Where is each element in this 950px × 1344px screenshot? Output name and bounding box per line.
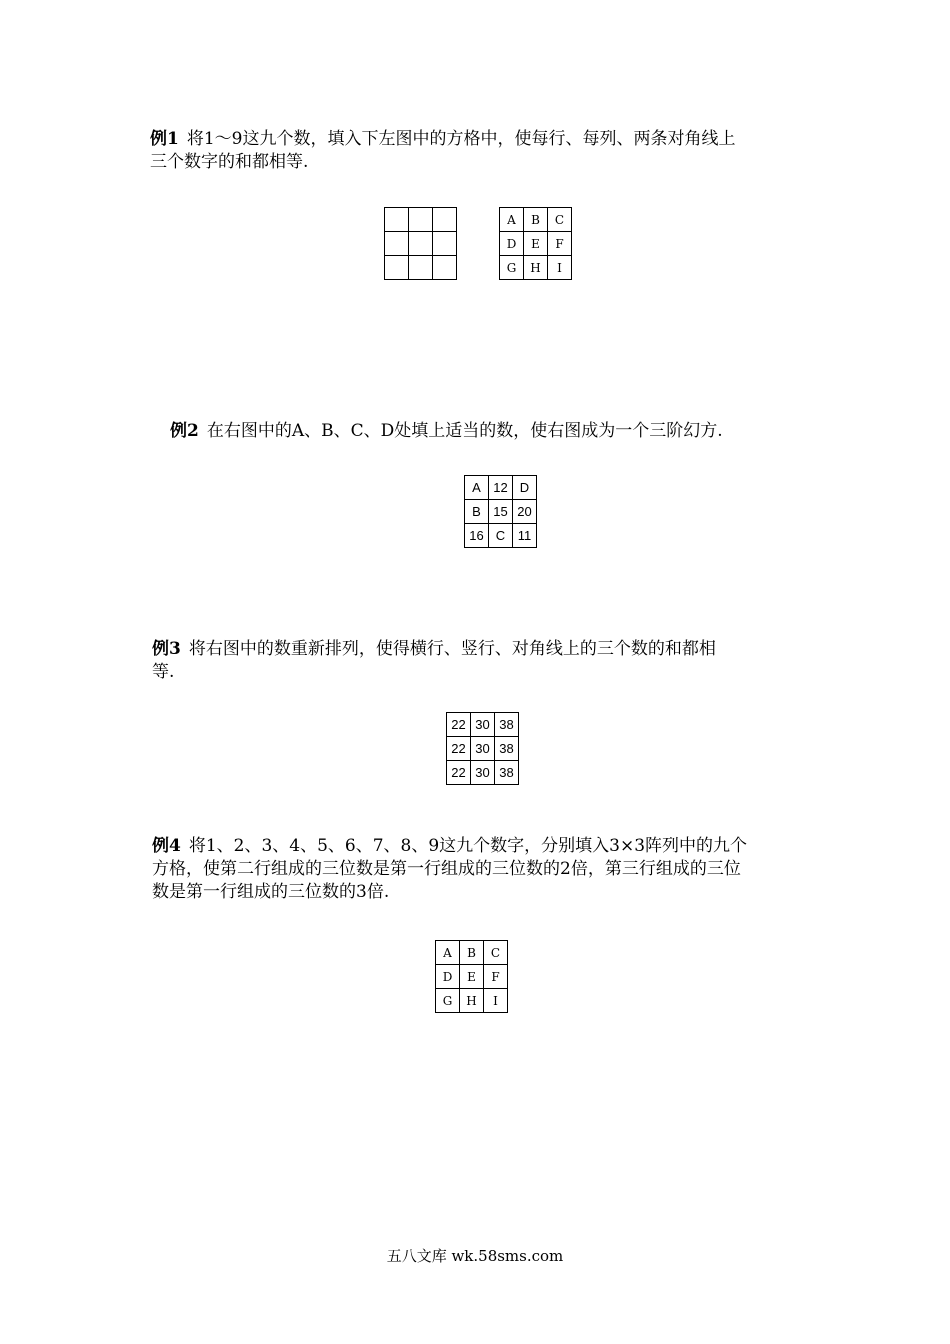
grid-cell: E bbox=[460, 965, 484, 989]
problem-4-text-1: 将1、2、3、4、5、6、7、8、9这九个数字，分别填入3×3阵列中的九个 bbox=[188, 836, 748, 856]
grid-cell: 30 bbox=[471, 761, 495, 785]
grid-cell: I bbox=[484, 989, 508, 1013]
problem-3-text-2: 等. bbox=[152, 662, 175, 682]
grid-cell: D bbox=[500, 232, 524, 256]
problem-2-text-1: 在右图中的A、B、C、D处填上适当的数，使右图成为一个三阶幻方. bbox=[206, 421, 723, 441]
grid-cell: F bbox=[548, 232, 572, 256]
grid-cell: C bbox=[484, 941, 508, 965]
problem-2 bbox=[170, 420, 723, 443]
grid-cell: 38 bbox=[495, 761, 519, 785]
problem-3-number-grid bbox=[446, 712, 519, 785]
grid-cell: B bbox=[465, 500, 489, 524]
grid-cell: 20 bbox=[513, 500, 537, 524]
grid-cell: H bbox=[460, 989, 484, 1013]
grid-cell bbox=[409, 232, 433, 256]
problem-3-label: 例3 bbox=[152, 639, 181, 659]
grid-cell: 22 bbox=[447, 761, 471, 785]
problem-1 bbox=[150, 128, 735, 174]
grid-cell: A bbox=[436, 941, 460, 965]
grid-cell: A bbox=[500, 208, 524, 232]
grid-cell bbox=[409, 208, 433, 232]
grid-cell: G bbox=[436, 989, 460, 1013]
grid-cell: 11 bbox=[513, 524, 537, 548]
problem-1-line-1 bbox=[150, 128, 735, 151]
footer-watermark: 五八文库 wk.58sms.com bbox=[386, 1247, 564, 1265]
problem-2-line-1 bbox=[170, 420, 723, 443]
grid-cell: B bbox=[460, 941, 484, 965]
problem-3-text-1: 将右图中的数重新排列，使得横行、竖行、对角线上的三个数的和都相 bbox=[188, 639, 716, 659]
grid-cell bbox=[409, 256, 433, 280]
grid-cell: A bbox=[465, 476, 489, 500]
grid-cell: 22 bbox=[447, 737, 471, 761]
grid-cell bbox=[385, 208, 409, 232]
grid-cell: 30 bbox=[471, 737, 495, 761]
problem-3 bbox=[152, 638, 716, 684]
grid-cell: 30 bbox=[471, 713, 495, 737]
problem-4-text-3: 数是第一行组成的三位数的3倍. bbox=[152, 882, 390, 902]
grid-cell: 38 bbox=[495, 737, 519, 761]
problem-4-letter-grid bbox=[435, 940, 508, 1013]
problem-1-text-1: 将1～9这九个数，填入下左图中的方格中，使每行、每列、两条对角线上 bbox=[186, 129, 736, 149]
grid-cell: G bbox=[500, 256, 524, 280]
problem-2-magic-square bbox=[464, 475, 537, 548]
grid-cell bbox=[433, 208, 457, 232]
grid-cell: C bbox=[489, 524, 513, 548]
problem-1-letter-grid bbox=[499, 207, 572, 280]
grid-cell: B bbox=[524, 208, 548, 232]
problem-1-text-2: 三个数字的和都相等. bbox=[150, 152, 309, 172]
grid-cell: H bbox=[524, 256, 548, 280]
grid-cell: E bbox=[524, 232, 548, 256]
problem-2-label: 例2 bbox=[170, 421, 199, 441]
grid-cell bbox=[433, 256, 457, 280]
grid-cell: 38 bbox=[495, 713, 519, 737]
problem-3-line-1 bbox=[152, 638, 716, 661]
problem-4 bbox=[152, 835, 747, 904]
grid-cell: 12 bbox=[489, 476, 513, 500]
grid-cell: 16 bbox=[465, 524, 489, 548]
problem-1-blank-grid bbox=[384, 207, 457, 280]
problem-1-label: 例1 bbox=[150, 129, 179, 149]
problem-4-line-1 bbox=[152, 835, 747, 858]
grid-cell bbox=[433, 232, 457, 256]
grid-cell: D bbox=[513, 476, 537, 500]
grid-cell: 15 bbox=[489, 500, 513, 524]
grid-cell bbox=[385, 256, 409, 280]
grid-cell: F bbox=[484, 965, 508, 989]
grid-cell bbox=[385, 232, 409, 256]
grid-cell: D bbox=[436, 965, 460, 989]
grid-cell: I bbox=[548, 256, 572, 280]
grid-cell: C bbox=[548, 208, 572, 232]
grid-cell: 22 bbox=[447, 713, 471, 737]
problem-4-label: 例4 bbox=[152, 836, 181, 856]
problem-4-text-2: 方格，使第二行组成的三位数是第一行组成的三位数的2倍，第三行组成的三位 bbox=[152, 859, 741, 879]
